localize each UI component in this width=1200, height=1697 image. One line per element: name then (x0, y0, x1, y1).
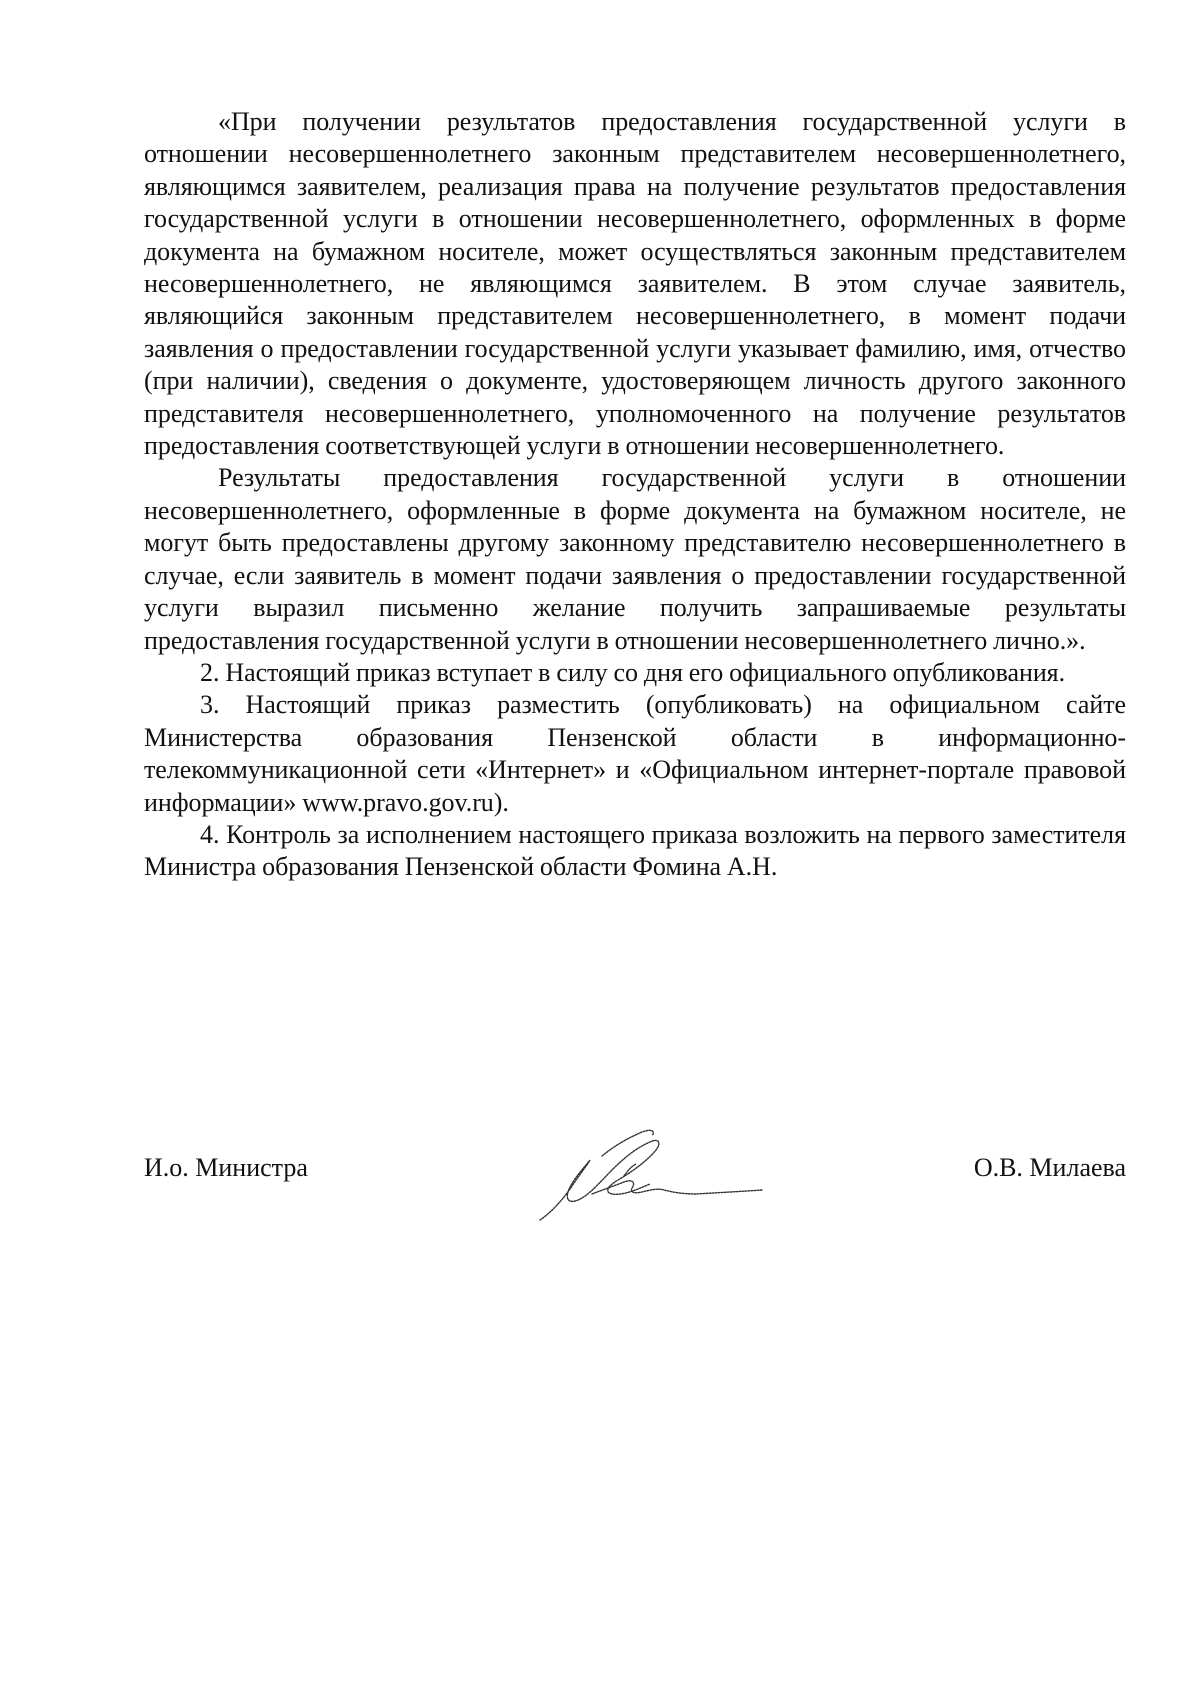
document-body (144, 106, 1126, 884)
paragraph-guardian-results: «При получении результатов предоставления государственной услуги в отношении несовершеннолетнего законным представителем несовершеннолетнего, являющимся заявителем, реализация права на получение результатов предоставления государственной услуги в отношении несовершеннолетнего, оформленных в форме документа на бумажном носителе, может осуществляться законным представителем несовершеннолетнего, не являющимся заявителем. В этом случае заявитель, являющийся законным представителем несовершеннолетнего, в момент подачи заявления о предоставлении государственной услуги указывает фамилию, имя, отчество (при наличии), сведения о документе, удостоверяющем личность другого законного представителя несовершеннолетнего, уполномоченного на получение результатов предоставления соответствующей услуги в отношении несовершеннолетнего. (144, 107, 1126, 461)
signatory-name: О.В. Милаева (973, 1153, 1126, 1182)
handwritten-signature-icon (532, 1120, 792, 1230)
paragraph-item-4: 4. Контроль за исполнением настоящего приказа возложить на первого заместителя Министра образования Пензенской области Фомина А.Н. (144, 819, 1126, 882)
signature-block (144, 1140, 1126, 1240)
paragraph-item-3: 3. Настоящий приказ разместить (опубликовать) на официальном сайте Министерства образования Пензенской области в информационно-телекоммуникационной сети «Интернет» и «Официальном интернет-портале правовой информации» www.pravo.gov.ru). (144, 690, 1126, 817)
paragraph-item-2: 2. Настоящий приказ вступает в силу со дня его официального опубликования. (200, 657, 1066, 687)
signatory-position: И.о. Министра (144, 1153, 308, 1182)
paragraph-results-restriction: Результаты предоставления государственной услуги в отношении несовершеннолетнего, оформленные в форме документа на бумажном носителе, не могут быть предоставлены другому законному представителю несовершеннолетнего в случае, если заявитель в момент подачи заявления о предоставлении государственной услуги выразил письменно желание получить запрашиваемые результаты предоставления государственной услуги в отношении несовершеннолетнего лично.». (144, 463, 1126, 655)
